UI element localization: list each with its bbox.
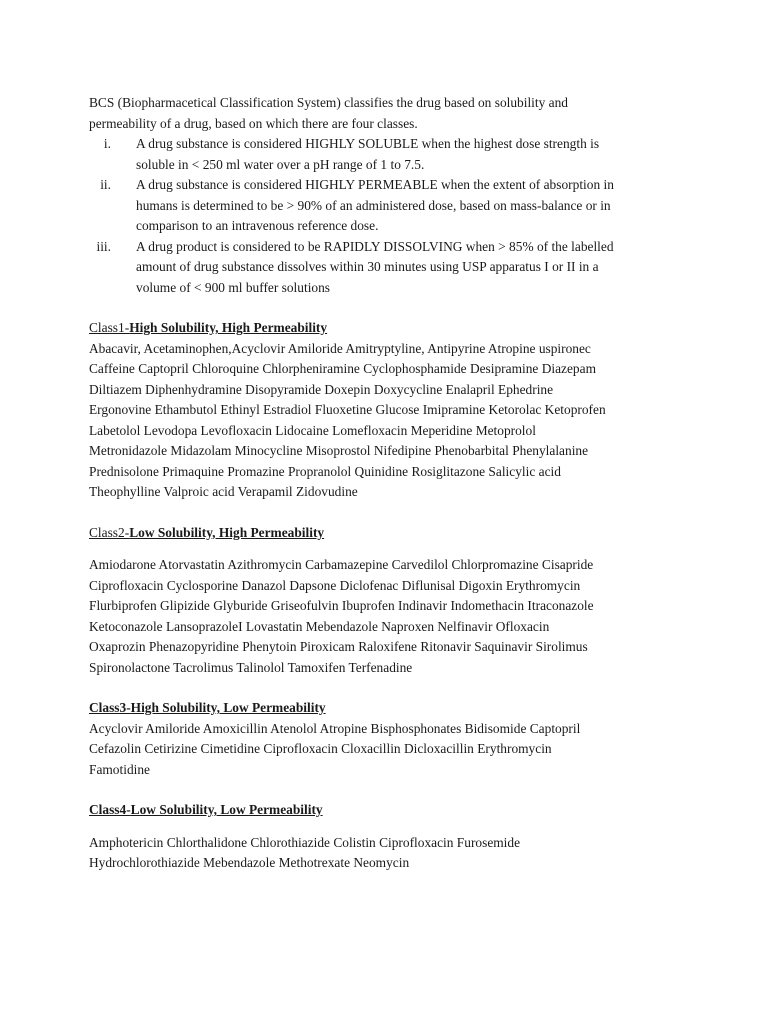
- criteria-line: A drug substance is considered HIGHLY SOLUBLE when the highest dose strength is: [136, 136, 600, 151]
- class-heading: [89, 523, 689, 544]
- criteria-list: [89, 134, 689, 298]
- drug-line: Cefazolin Cetirizine Cimetidine Ciprofloxacin Cloxacillin Dicloxacillin Erythromycin: [89, 741, 552, 756]
- class-title: High Solubility, High Permeability: [129, 320, 328, 335]
- list-number: ii.: [100, 177, 111, 192]
- drug-line: Amphotericin Chlorthalidone Chlorothiazide Colistin Ciprofloxacin Furosemide: [89, 834, 521, 850]
- criteria-line: humans is determined to be > 90% of an administered dose, based on mass-balance or in: [136, 197, 611, 213]
- class-title: Low Solubility, Low Permeability: [130, 802, 323, 817]
- drug-line: Ergonovine Ethambutol Ethinyl Estradiol Fluoxetine Glucose Imipramine Ketorolac Ketoprofen: [89, 402, 606, 417]
- drug-line: Prednisolone Primaquine Promazine Propranolol Quinidine Rosiglitazone Salicylic acid: [89, 463, 561, 479]
- class-section: [89, 698, 689, 780]
- class-heading: [89, 800, 689, 821]
- class-prefix: Class3-: [89, 700, 131, 715]
- drug-list: [89, 833, 689, 874]
- drug-line: Caffeine Captopril Chloroquine Chlorpheniramine Cyclophosphamide Desipramine Diazepam: [89, 361, 596, 376]
- list-number: iii.: [96, 238, 111, 254]
- intro-line: BCS (Biopharmacetical Classification System) classifies the drug based on solubility and: [89, 95, 569, 110]
- class-section: [89, 800, 689, 874]
- drug-line: Ciprofloxacin Cyclosporine Danazol Dapsone Diclofenac Diflunisal Digoxin Erythromycin: [89, 577, 581, 593]
- drug-line: Spironolactone Tacrolimus Talinolol Tamoxifen Terfenadine: [89, 659, 413, 675]
- drug-line: Amiodarone Atorvastatin Azithromycin Carbamazepine Carvedilol Chlorpromazine Cisapride: [89, 557, 594, 572]
- drug-line: Metronidazole Midazolam Minocycline Misoprostol Nifedipine Phenobarbital Phenylalanine: [89, 443, 589, 458]
- intro-paragraph: [89, 93, 689, 134]
- list-number: i.: [103, 136, 111, 151]
- class-prefix: Class1-: [89, 320, 130, 335]
- criteria-item: [89, 175, 689, 237]
- criteria-item: [89, 134, 689, 175]
- criteria-line: comparison to an intravenous reference dose.: [136, 218, 379, 233]
- class-section: [89, 318, 689, 503]
- criteria-line: volume of < 900 ml buffer solutions: [136, 279, 331, 295]
- drug-line: Theophylline Valproic acid Verapamil Zidovudine: [89, 484, 358, 499]
- drug-line: Famotidine: [89, 761, 150, 777]
- drug-line: Diltiazem Diphenhydramine Disopyramide Doxepin Doxycycline Enalapril Ephedrine: [89, 381, 554, 397]
- drug-line: Oxaprozin Phenazopyridine Phenytoin Piroxicam Raloxifene Ritonavir Saquinavir Sirolimus: [89, 639, 588, 654]
- class-heading: [89, 698, 689, 719]
- intro-line: permeability of a drug, based on which there are four classes.: [89, 115, 418, 131]
- class-title: Low Solubility, High Permeability: [129, 524, 325, 540]
- drug-line: Ketoconazole LansoprazoleI Lovastatin Mebendazole Naproxen Nelfinavir Ofloxacin: [89, 618, 550, 634]
- drug-line: Flurbiprofen Glipizide Glyburide Griseofulvin Ibuprofen Indinavir Indomethacin Itraconazole: [89, 598, 594, 613]
- drug-list: [89, 339, 689, 503]
- drug-line: Hydrochlorothiazide Mebendazole Methotrexate Neomycin: [89, 855, 410, 870]
- class-heading: [89, 318, 689, 339]
- criteria-line: A drug substance is considered HIGHLY PERMEABLE when the extent of absorption in: [136, 177, 614, 192]
- class-title: High Solubility, Low Permeability: [130, 700, 326, 715]
- class-section: [89, 523, 689, 679]
- criteria-line: A drug product is considered to be RAPIDLY DISSOLVING when > 85% of the labelled: [136, 238, 614, 254]
- drug-list: [89, 555, 689, 678]
- criteria-line: soluble in < 250 ml water over a pH range of 1 to 7.5.: [136, 156, 425, 172]
- class-prefix: Class4-: [89, 802, 131, 817]
- criteria-line: amount of drug substance dissolves within 30 minutes using USP apparatus I or II in a: [136, 259, 599, 274]
- criteria-item: [89, 237, 689, 299]
- class-prefix: Class2-: [89, 524, 130, 540]
- drug-line: Acyclovir Amiloride Amoxicillin Atenolol Atropine Bisphosphonates Bidisomide Captopril: [89, 720, 581, 736]
- document-page: [89, 93, 689, 874]
- drug-list: [89, 719, 689, 781]
- drug-line: Abacavir, Acetaminophen,Acyclovir Amiloride Amitryptyline, Antipyrine Atropine uspironec: [89, 340, 591, 356]
- drug-line: Labetolol Levodopa Levofloxacin Lidocaine Lomefloxacin Meperidine Metoprolol: [89, 422, 536, 438]
